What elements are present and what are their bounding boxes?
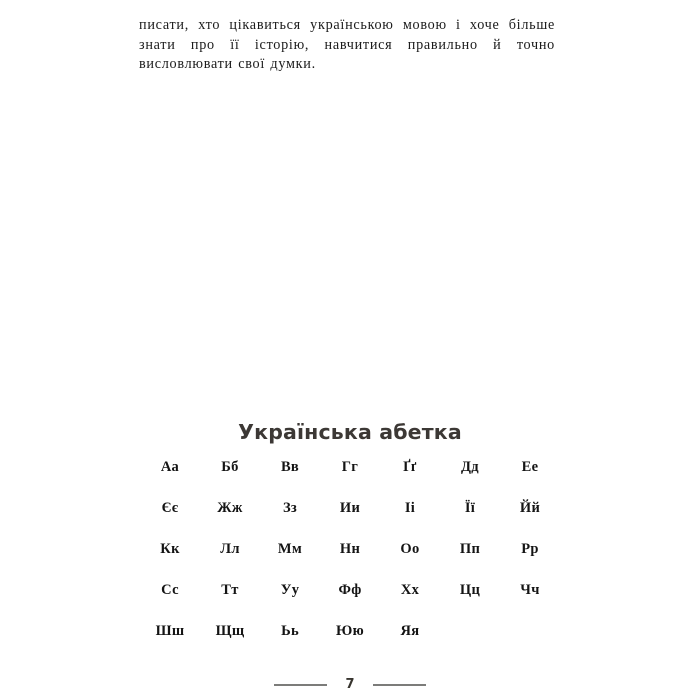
alphabet-letter: Сс <box>161 582 179 598</box>
alphabet-letter: Єє <box>161 500 179 516</box>
alphabet-letter: Жж <box>217 500 243 516</box>
alphabet-letter: Яя <box>400 623 420 639</box>
alphabet-grid <box>140 447 560 652</box>
alphabet-letter: Аа <box>160 459 180 475</box>
alphabet-row <box>140 611 560 652</box>
body-paragraph: писати, хто цікавиться українською мовою і хоче більше знати про її історію, навчитися правильно й точно висловлювати свої думки. <box>139 17 555 73</box>
alphabet-letter: Ґґ <box>403 459 417 475</box>
page-number: 7 <box>345 677 355 692</box>
alphabet-letter: Чч <box>520 582 540 598</box>
footer-rule-left <box>274 684 327 686</box>
alphabet-letter: Ии <box>339 500 361 516</box>
alphabet-letter: Тт <box>221 582 239 598</box>
alphabet-letter: Ее <box>521 459 539 475</box>
alphabet-letter: Цц <box>459 582 481 598</box>
alphabet-row <box>140 488 560 529</box>
alphabet-row <box>140 529 560 570</box>
alphabet-letter: Ьь <box>281 623 299 639</box>
footer-rule-right <box>373 684 426 686</box>
alphabet-letter: Йй <box>519 500 541 516</box>
alphabet-letter: Кк <box>160 541 180 557</box>
alphabet-letter: Зз <box>282 500 298 516</box>
alphabet-letter: Оо <box>400 541 420 557</box>
alphabet-letter: Гг <box>341 459 359 475</box>
alphabet-letter: Нн <box>339 541 361 557</box>
alphabet-letter: Щщ <box>215 623 245 639</box>
alphabet-letter: Фф <box>338 582 362 598</box>
alphabet-letter: Уу <box>280 582 300 598</box>
alphabet-heading: Українська абетка <box>238 420 462 444</box>
alphabet-letter: Іі <box>404 500 416 516</box>
alphabet-letter: Хх <box>400 582 420 598</box>
alphabet-letter: Рр <box>521 541 539 557</box>
alphabet-letter: Лл <box>220 541 240 557</box>
alphabet-letter: Пп <box>459 541 481 557</box>
alphabet-letter: Дд <box>461 459 479 475</box>
alphabet-letter: Бб <box>221 459 239 475</box>
page-footer <box>0 678 700 691</box>
alphabet-row <box>140 447 560 488</box>
alphabet-letter: Юю <box>335 623 364 639</box>
alphabet-row <box>140 570 560 611</box>
alphabet-letter: Вв <box>280 459 300 475</box>
alphabet-letter: Шш <box>155 623 185 639</box>
alphabet-letter: Мм <box>277 541 303 557</box>
alphabet-letter: Її <box>464 500 476 516</box>
